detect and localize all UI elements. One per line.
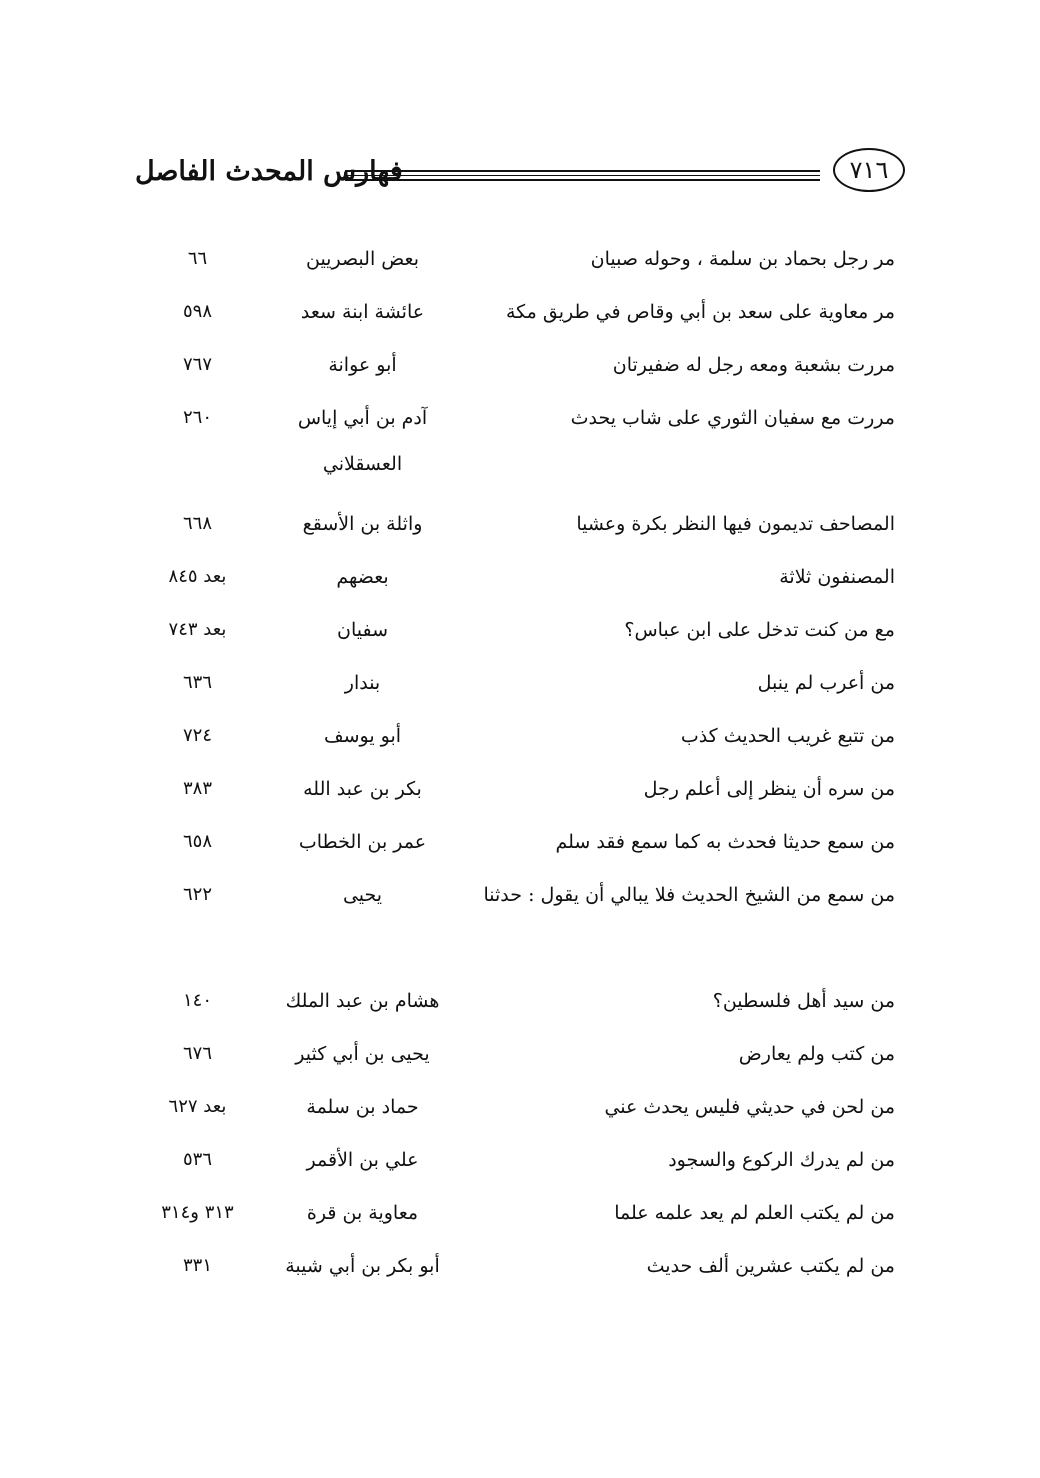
entry-phrase: من أعرب لم ينبل bbox=[757, 672, 895, 694]
index-list bbox=[140, 236, 895, 1296]
header-rule bbox=[345, 170, 820, 182]
entry-narrator: يحيى بن أبي كثير bbox=[295, 1043, 430, 1065]
entry-pages: ٧٢٤ bbox=[182, 725, 212, 746]
index-entry bbox=[140, 819, 895, 872]
entry-pages: ٥٩٨ bbox=[182, 301, 212, 322]
index-entry bbox=[140, 766, 895, 819]
entry-pages: ٧٦٧ bbox=[182, 354, 212, 375]
entry-narrator: أبو يوسف bbox=[323, 725, 402, 747]
index-entry bbox=[140, 660, 895, 713]
entry-phrase: المصاحف تديمون فيها النظر بكرة وعشيا bbox=[576, 513, 895, 535]
entry-phrase: من لم يكتب العلم لم يعد علمه علما bbox=[614, 1202, 895, 1224]
entry-pages: ٦٢٢ bbox=[182, 884, 212, 905]
entry-phrase: مع من كنت تدخل على ابن عباس؟ bbox=[624, 619, 895, 641]
index-entry bbox=[140, 395, 895, 501]
header-title: فهارس المحدث الفاصل bbox=[135, 156, 403, 187]
index-entry bbox=[140, 554, 895, 607]
entry-pages: ٣٨٣ bbox=[182, 778, 212, 799]
entry-narrator: بكر بن عبد الله bbox=[303, 778, 422, 800]
entry-narrator: واثلة بن الأسقع bbox=[302, 513, 423, 535]
index-entry bbox=[140, 607, 895, 660]
entry-phrase: من سمع حديثا فحدث به كما سمع فقد سلم bbox=[555, 831, 895, 853]
entry-pages: ٦٧٦ bbox=[182, 1043, 212, 1064]
page-number: ٧١٦ bbox=[833, 148, 905, 192]
entry-phrase: من سره أن ينظر إلى أعلم رجل bbox=[643, 778, 895, 800]
index-entry bbox=[140, 1031, 895, 1084]
entry-narrator: حماد بن سلمة bbox=[306, 1096, 419, 1118]
entry-phrase: مررت مع سفيان الثوري على شاب يحدث bbox=[570, 407, 895, 429]
entry-narrator: علي بن الأقمر bbox=[306, 1149, 419, 1171]
index-entry bbox=[140, 289, 895, 342]
entry-phrase: مررت بشعبة ومعه رجل له ضفيرتان bbox=[612, 354, 895, 376]
entry-pages: ٣١٣ و٣١٤ bbox=[161, 1202, 234, 1223]
entry-narrator: أبو عوانة bbox=[328, 354, 397, 376]
entry-narrator: بعض البصريين bbox=[305, 248, 420, 270]
entry-pages: ٥٣٦ bbox=[182, 1149, 212, 1170]
entry-phrase: من كتب ولم يعارض bbox=[738, 1043, 895, 1065]
entry-pages: ١٤٠ bbox=[182, 990, 212, 1011]
entry-phrase: من تتبع غريب الحديث كذب bbox=[680, 725, 895, 747]
entry-pages: ٣٣١ bbox=[182, 1255, 212, 1276]
entry-pages: ٦٣٦ bbox=[182, 672, 212, 693]
entry-narrator: عمر بن الخطاب bbox=[298, 831, 427, 853]
entry-pages: ٦٥٨ bbox=[182, 831, 212, 852]
index-entry bbox=[140, 1243, 895, 1296]
entry-narrator: آدم بن أبي إياس العسقلاني bbox=[297, 407, 428, 475]
entry-phrase: مر رجل بحماد بن سلمة ، وحوله صبيان bbox=[590, 248, 895, 270]
entry-phrase: من سمع من الشيخ الحديث فلا يبالي أن يقول : حدثنا bbox=[483, 884, 895, 906]
entry-pages: ٦٦٨ bbox=[182, 513, 212, 534]
index-entry bbox=[140, 501, 895, 554]
entry-pages: ٢٦٠ bbox=[182, 407, 212, 428]
entry-phrase: من لحن في حديثي فليس يحدث عني bbox=[604, 1096, 895, 1118]
entry-phrase: مر معاوية على سعد بن أبي وقاص في طريق مكة bbox=[505, 301, 895, 323]
entry-narrator: هشام بن عبد الملك bbox=[285, 990, 440, 1012]
entry-pages: بعد ٧٤٣ bbox=[168, 619, 227, 640]
entry-pages: بعد ٦٢٧ bbox=[168, 1096, 227, 1117]
index-entry bbox=[140, 978, 895, 1031]
entry-narrator: معاوية بن قرة bbox=[306, 1202, 419, 1224]
entry-narrator: بندار bbox=[344, 672, 381, 694]
entry-phrase: من لم يدرك الركوع والسجود bbox=[668, 1149, 895, 1171]
index-entry bbox=[140, 342, 895, 395]
index-entry bbox=[140, 236, 895, 289]
entry-phrase: المصنفون ثلاثة bbox=[779, 566, 895, 588]
entry-phrase: من سيد أهل فلسطين؟ bbox=[712, 990, 895, 1012]
entry-pages: بعد ٨٤٥ bbox=[168, 566, 227, 587]
index-entry bbox=[140, 1190, 895, 1243]
index-entry bbox=[140, 1137, 895, 1190]
index-entry bbox=[140, 713, 895, 766]
entry-narrator: أبو بكر بن أبي شيبة bbox=[285, 1255, 440, 1277]
page-header bbox=[135, 148, 905, 208]
entry-narrator: بعضهم bbox=[336, 566, 389, 588]
index-entry bbox=[140, 872, 895, 978]
entry-narrator: يحيى bbox=[342, 884, 383, 906]
index-entry bbox=[140, 1084, 895, 1137]
entry-narrator: عائشة ابنة سعد bbox=[300, 301, 425, 323]
entry-pages: ٦٦ bbox=[187, 248, 208, 269]
entry-narrator: سفيان bbox=[336, 619, 388, 641]
entry-phrase: من لم يكتب عشرين ألف حديث bbox=[646, 1255, 895, 1277]
